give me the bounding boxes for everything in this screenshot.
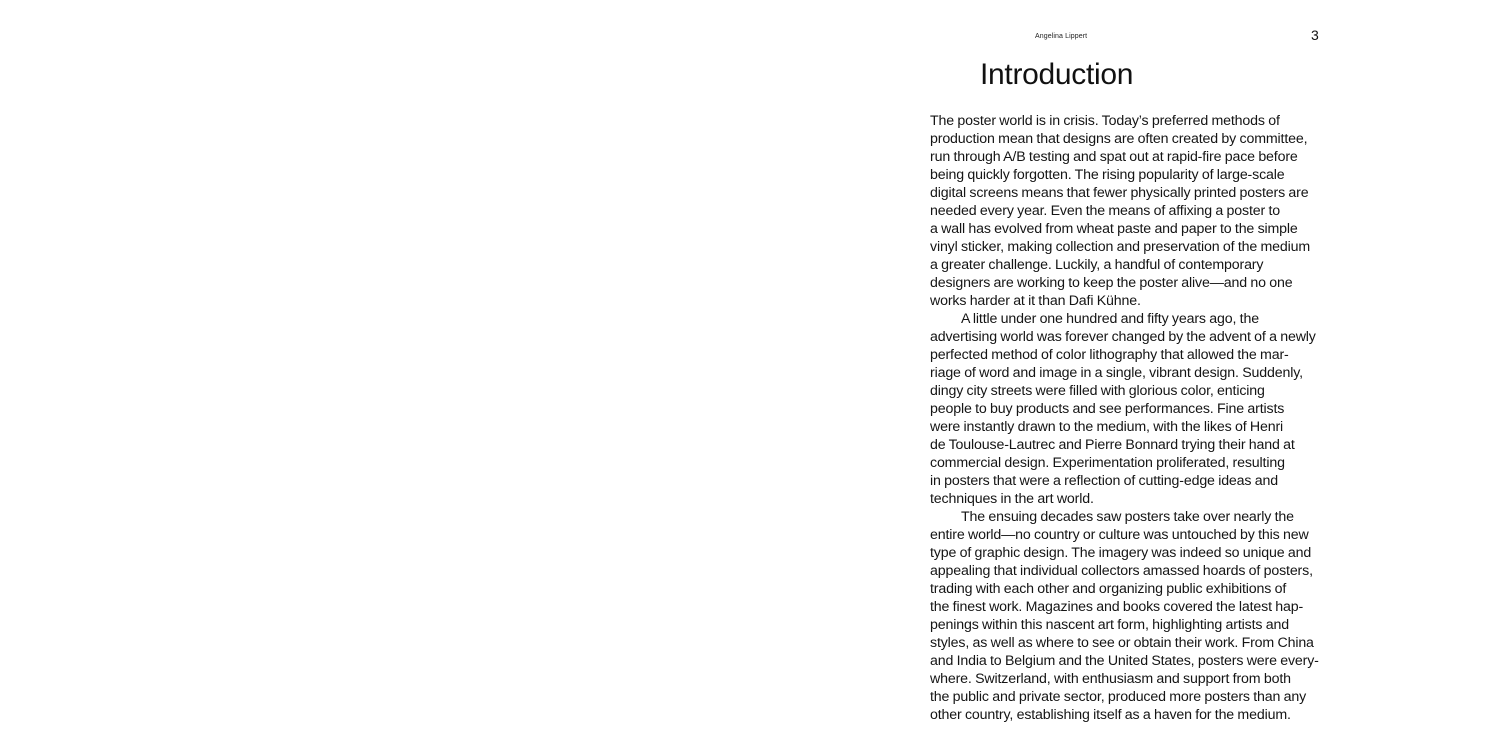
text-line: commercial design. Experimentation proliferated, resulting (930, 455, 1285, 471)
text-line: a wall has evolved from wheat paste and paper to the simple (930, 221, 1298, 237)
chapter-title: Introduction (980, 58, 1134, 91)
text-line: styles, as well as where to see or obtain their work. From China (930, 635, 1314, 651)
running-head-author: Angelina Lippert (1035, 33, 1088, 40)
text-line: the finest work. Magazines and books covered the latest hap- (930, 599, 1304, 615)
text-line: digital screens means that fewer physically printed posters are (930, 185, 1309, 201)
text-line: perfected method of color lithography that allowed the mar- (930, 347, 1289, 363)
text-line: The poster world is in crisis. Today’s preferred methods of (930, 113, 1280, 129)
text-line: production mean that designs are often created by committee, (930, 131, 1308, 147)
text-line: dingy city streets were filled with glorious color, enticing (930, 383, 1265, 399)
right-page (750, 0, 1500, 750)
text-line: designers are working to keep the poster alive—and no one (930, 275, 1293, 291)
text-line: were instantly drawn to the medium, with the likes of Henri (930, 419, 1284, 435)
text-line: where. Switzerland, with enthusiasm and support from both (930, 671, 1291, 687)
text-line: works harder at it than Dafi Kühne. (930, 293, 1141, 309)
text-line: de Toulouse-Lautrec and Pierre Bonnard trying their hand at (930, 437, 1295, 453)
text-line: vinyl sticker, making collection and preservation of the medium (930, 239, 1311, 255)
text-line: run through A/B testing and spat out at rapid-fire pace before (930, 149, 1298, 165)
text-line: penings within this nascent art form, highlighting artists and (930, 617, 1289, 633)
page-number: 3 (1311, 27, 1319, 43)
text-line: being quickly forgotten. The rising popularity of large-scale (930, 167, 1285, 183)
text-line: a greater challenge. Luckily, a handful of contemporary (930, 257, 1264, 273)
text-line: type of graphic design. The imagery was indeed so unique and (930, 545, 1312, 561)
text-line: in posters that were a reflection of cutting-edge ideas and (930, 473, 1278, 489)
text-line: advertising world was forever changed by the advent of a newly (930, 329, 1316, 345)
text-line: people to buy products and see performances. Fine artists (930, 401, 1285, 417)
text-line: the public and private sector, produced more posters than any (930, 689, 1307, 705)
text-line: other country, establishing itself as a haven for the medium. (930, 707, 1291, 723)
text-line: and India to Belgium and the United States, posters were every- (930, 653, 1319, 669)
text-line: riage of word and image in a single, vibrant design. Suddenly, (930, 365, 1303, 381)
text-line: A little under one hundred and fifty years ago, the (961, 311, 1259, 327)
text-line: techniques in the art world. (930, 491, 1094, 507)
body-text (930, 112, 1326, 724)
text-line: needed every year. Even the means of affixing a poster to (930, 203, 1280, 219)
text-line: appealing that individual collectors amassed hoards of posters, (930, 563, 1313, 579)
text-line: The ensuing decades saw posters take over nearly the (961, 509, 1294, 525)
text-line: entire world—no country or culture was untouched by this new (930, 527, 1309, 543)
text-line: trading with each other and organizing public exhibitions of (930, 581, 1287, 597)
